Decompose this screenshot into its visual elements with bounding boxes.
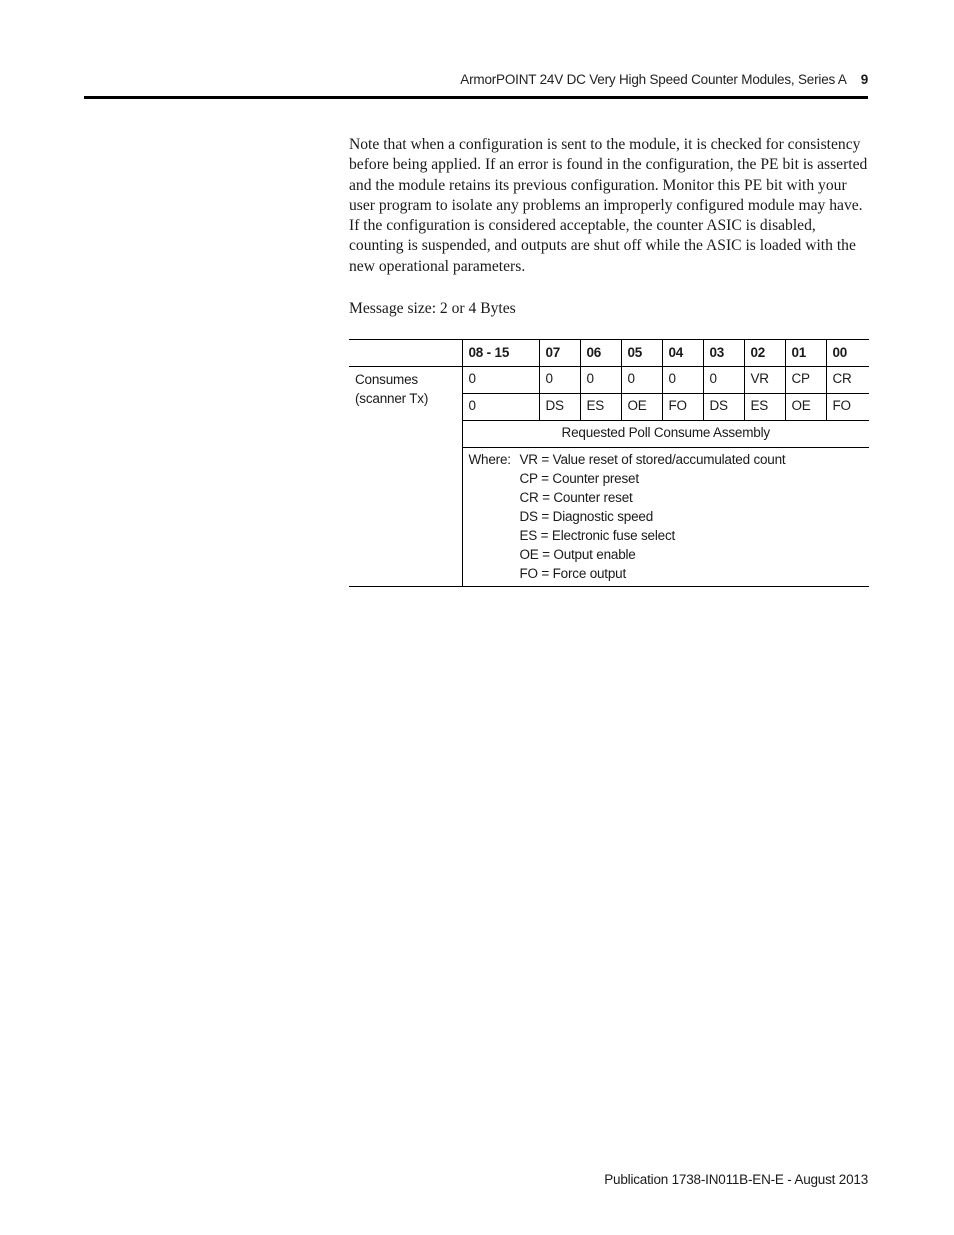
table-cell: ES <box>580 394 621 421</box>
header-cell: 02 <box>744 340 785 367</box>
table-cell: DS <box>539 394 580 421</box>
table-cell: 0 <box>703 367 744 394</box>
row-label-line: (scanner Tx) <box>355 391 429 406</box>
where-list <box>520 450 786 583</box>
row-label-line: Consumes <box>355 372 418 387</box>
configuration-paragraph: Note that when a configuration is sent to the module, it is checked for consistency before being applied. If an error is found in the configuration, the PE bit is asserted and the module retains its previous configuration. Monitor this PE bit with your user program to isolate any problems an improperly configured module may have. If the configuration is considered acceptable, the counter ASIC is disabled, counting is suspended, and outputs are shut off while the ASIC is loaded with the new operational parameters. <box>349 136 868 275</box>
header-cell: 01 <box>785 340 826 367</box>
table-cell: OE <box>785 394 826 421</box>
page-number: 9 <box>860 72 868 87</box>
table-cell: FO <box>662 394 703 421</box>
legend-item: CR = Counter reset <box>519 490 633 505</box>
header-cell: 05 <box>621 340 662 367</box>
header-cell: 08 - 15 <box>462 340 539 367</box>
header-title: ArmorPOINT 24V DC Very High Speed Counter Modules, Series A <box>460 72 847 87</box>
table-header-row <box>349 340 869 367</box>
table-cell: 0 <box>580 367 621 394</box>
legend-item: CP = Counter preset <box>519 471 639 486</box>
consume-assembly-table <box>349 339 869 587</box>
body-text <box>349 135 871 277</box>
where-legend-cell <box>462 448 869 587</box>
legend-item: FO = Force output <box>519 566 627 581</box>
table-cell: 0 <box>462 367 539 394</box>
header-cell: 03 <box>703 340 744 367</box>
table-cell: 0 <box>621 367 662 394</box>
table-cell: DS <box>703 394 744 421</box>
page-footer: Publication 1738-IN011B-EN-E - August 2013 <box>604 1172 868 1187</box>
message-size: Message size: 2 or 4 Bytes <box>349 300 516 317</box>
table-cell: 0 <box>462 394 539 421</box>
header-cell: 06 <box>580 340 621 367</box>
table-cell: OE <box>621 394 662 421</box>
where-label: Where: <box>468 452 511 467</box>
legend-item: VR = Value reset of stored/accumulated count <box>519 452 786 467</box>
row-label-consumes <box>349 367 462 587</box>
table-cell: FO <box>826 394 869 421</box>
header-cell: 04 <box>662 340 703 367</box>
table-cell: CR <box>826 367 869 394</box>
header-cell: 07 <box>539 340 580 367</box>
legend-item: ES = Electronic fuse select <box>519 528 676 543</box>
table-cell: VR <box>744 367 785 394</box>
header-cell: 00 <box>826 340 869 367</box>
table-cell: ES <box>744 394 785 421</box>
legend-item: OE = Output enable <box>519 547 636 562</box>
table-cell: 0 <box>662 367 703 394</box>
header-cell-blank <box>349 340 462 367</box>
header-rule <box>84 96 868 99</box>
table-cell: 0 <box>539 367 580 394</box>
table-row <box>349 367 869 394</box>
assembly-name-cell: Requested Poll Consume Assembly <box>462 421 869 448</box>
legend-item: DS = Diagnostic speed <box>519 509 654 524</box>
page-header <box>84 72 868 94</box>
table-cell: CP <box>785 367 826 394</box>
